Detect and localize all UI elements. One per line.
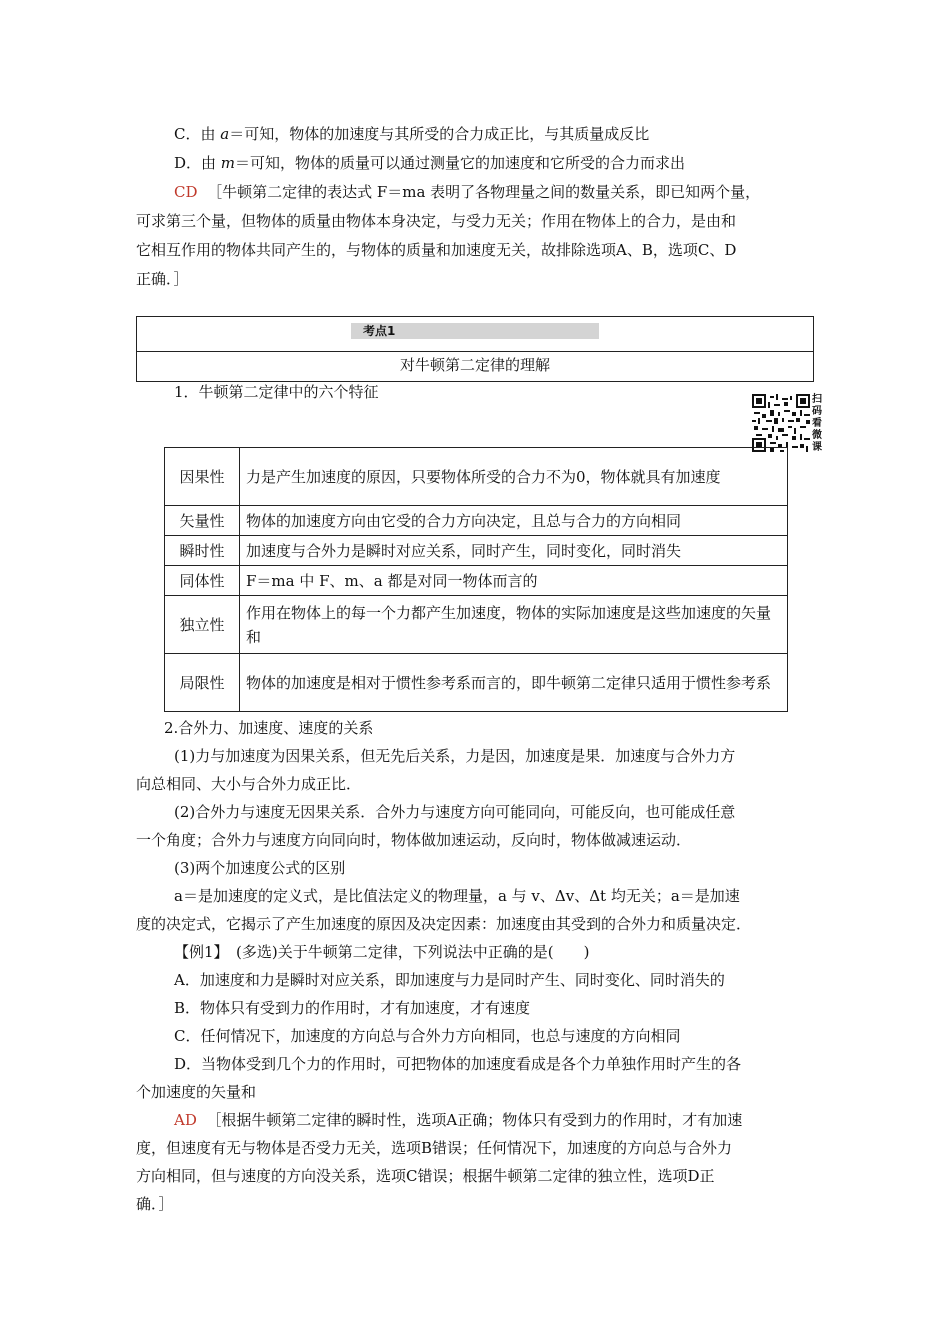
section2-p2-line2: 一个角度；合外力与速度方向同向时，物体做加速运动，反向时，物体做减速运动． — [136, 831, 692, 849]
answer1-line-2: 可求第三个量，但物体的质量由物体本身决定，与受力无关；作用在物体上的合力，是由和 — [136, 212, 737, 230]
option-d-prefix: D．由 — [174, 154, 221, 172]
feature-key: 局限性 — [165, 654, 240, 712]
feature-desc: 加速度与合外力是瞬时对应关系，同时产生，同时变化，同时消失 — [240, 536, 788, 566]
example-option-d-line1: D．当物体受到几个力的作用时，可把物体的加速度看成是各个力单独作用时产生的各 — [174, 1055, 742, 1073]
answer2-line-4: 确．］ — [136, 1195, 174, 1213]
section2-title: 2.合外力、加速度、速度的关系 — [164, 719, 374, 737]
table-row — [165, 506, 788, 536]
feature-desc: 作用在物体上的每一个力都产生加速度，物体的实际加速度是这些加速度的矢量和 — [240, 596, 788, 654]
example-option-d-line2: 个加速度的矢量和 — [136, 1083, 257, 1101]
section2-p4-line2: 度的决定式，它揭示了产生加速度的原因及决定因素：加速度由其受到的合外力和质量决定． — [136, 915, 752, 933]
example-option-b: B．物体只有受到力的作用时，才有加速度，才有速度 — [174, 999, 531, 1017]
answer1-line-1 — [174, 182, 760, 202]
section2-p2-line1: (2)合外力与速度无因果关系．合外力与速度方向可能同向，可能反向，也可能成任意 — [174, 803, 736, 821]
section1-title: 1．牛顿第二定律中的六个特征 — [174, 383, 379, 401]
banner-tag-label: 考点1 — [363, 324, 396, 338]
table-row — [165, 566, 788, 596]
feature-desc: 物体的加速度是相对于惯性参考系而言的，即牛顿第二定律只适用于惯性参考系 — [240, 654, 788, 712]
example-title: 【例1】 (多选)关于牛顿第二定律，下列说法中正确的是( ) — [174, 943, 590, 961]
section2-p1-line2: 向总相同、大小与合外力成正比． — [136, 775, 362, 793]
feature-key: 瞬时性 — [165, 536, 240, 566]
answer1-text-1: ［牛顿第二定律的表达式 F＝ma 表明了各物理量之间的数量关系，即已知两个量， — [207, 183, 761, 201]
feature-key: 同体性 — [165, 566, 240, 596]
example-option-a: A．加速度和力是瞬时对应关系，即加速度与力是同时产生、同时变化、同时消失的 — [174, 971, 725, 989]
feature-desc: F＝ma 中 F、m、a 都是对同一物体而言的 — [240, 566, 788, 596]
answer1-line-3: 它相互作用的物体共同产生的，与物体的质量和加速度无关，故排除选项A、B，选项C、D — [136, 241, 737, 259]
answer2-line-2: 度，但速度有无与物体是否受力无关，选项B错误；任何情况下，加速度的方向总与合外力 — [136, 1139, 733, 1157]
option-c-prefix: C．由 — [174, 125, 221, 143]
banner-subtitle: 对牛顿第二定律的理解 — [399, 356, 550, 374]
option-c-text: ＝可知，物体的加速度与其所受的合力成正比，与其质量成反比 — [229, 125, 650, 143]
feature-desc: 物体的加速度方向由它受的合力方向决定，且总与合力的方向相同 — [240, 506, 788, 536]
feature-key: 矢量性 — [165, 506, 240, 536]
table-row — [165, 448, 788, 506]
banner-top — [137, 317, 813, 352]
feature-key: 因果性 — [165, 448, 240, 506]
answer1-key: CD — [174, 183, 198, 201]
option-d-var: m — [220, 154, 236, 172]
option-d-prev — [174, 153, 685, 173]
section2-p4-line1: a＝是加速度的定义式，是比值法定义的物理量，a 与 v、Δv、Δt 均无关；a＝是加速 — [174, 887, 740, 905]
section2-p3: (3)两个加速度公式的区别 — [174, 859, 346, 877]
qr-code-icon[interactable] — [752, 394, 810, 452]
banner-tag — [351, 323, 599, 339]
table-row — [165, 536, 788, 566]
answer1-line-4: 正确．］ — [136, 270, 189, 288]
option-d-text: ＝可知，物体的质量可以通过测量它的加速度和它所受的合力而求出 — [235, 154, 686, 172]
option-c-var: a — [220, 125, 230, 143]
section2-p1-line1: (1)力与加速度为因果关系，但无先后关系，力是因，加速度是果．加速度与合外力方 — [174, 747, 736, 765]
answer2-key: AD — [174, 1111, 197, 1129]
features-table — [164, 447, 788, 712]
answer2-text-1: ［根据牛顿第二定律的瞬时性，选项A正确；物体只有受到力的作用时，才有加速 — [206, 1111, 743, 1129]
answer2-line-3: 方向相同，但与速度的方向没关系，选项C错误；根据牛顿第二定律的独立性，选项D正 — [136, 1167, 715, 1185]
qr-label: 扫码看微课 — [812, 394, 822, 453]
table-row — [165, 654, 788, 712]
example-option-c: C．任何情况下，加速度的方向总与合外力方向相同，也总与速度的方向相同 — [174, 1027, 681, 1045]
feature-desc: 力是产生加速度的原因，只要物体所受的合力不为0，物体就具有加速度 — [240, 448, 788, 506]
table-row — [165, 596, 788, 654]
answer2-line-1 — [174, 1110, 742, 1130]
option-c-prev — [174, 124, 649, 144]
topic-banner — [136, 316, 814, 382]
feature-key: 独立性 — [165, 596, 240, 654]
